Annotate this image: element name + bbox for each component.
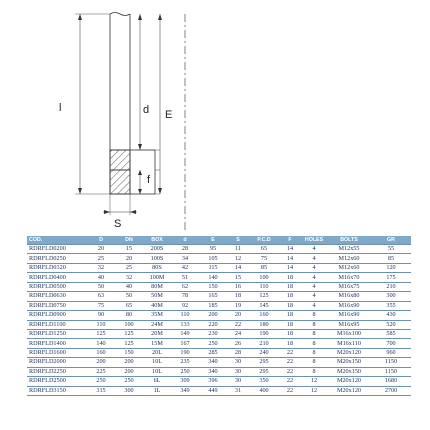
table-row <box>27 339 411 348</box>
table-header <box>27 236 411 245</box>
cell-col-DN: 32 <box>115 273 143 282</box>
table-body <box>27 245 411 396</box>
label-f: f <box>147 174 151 186</box>
table-row <box>27 273 411 282</box>
cell-col-S: 28 <box>227 348 249 357</box>
cell-col-S: 30 <box>227 367 249 376</box>
cell-col-box: 100S <box>143 254 171 263</box>
cell-col-gr: 520 <box>371 320 411 329</box>
cell-col-S: 19 <box>227 301 249 310</box>
cell-col-pcd: 85 <box>249 263 279 272</box>
cell-col-F: 18 <box>279 339 301 348</box>
cell-col-pcd: 295 <box>249 367 279 376</box>
cell-col-D: 160 <box>87 348 115 357</box>
cell-col-gr: 960 <box>371 348 411 357</box>
cell-col-D: 125 <box>87 329 115 338</box>
cell-col-pcd: 210 <box>249 339 279 348</box>
cell-col-box: 100M <box>143 273 171 282</box>
table-row <box>27 245 411 254</box>
cell-col-code: RDRFLD2000 <box>27 358 87 367</box>
header-col-bolts: BOLTS <box>327 236 371 245</box>
cell-col-F: 18 <box>279 311 301 320</box>
table-row <box>27 377 411 386</box>
cell-col-E: 150 <box>199 282 227 291</box>
cell-col-code: RDRFLD1600 <box>27 348 87 357</box>
cell-col-box: 1L <box>143 386 171 395</box>
cell-col-F: 22 <box>279 358 301 367</box>
header-col-gr: GR <box>371 236 411 245</box>
cell-col-S: 20 <box>227 311 249 320</box>
cell-col-box: 200S <box>143 245 171 254</box>
cell-col-E: 250 <box>199 339 227 348</box>
cell-col-DN: 200 <box>115 358 143 367</box>
table-row <box>27 386 411 395</box>
cell-col-F: 22 <box>279 348 301 357</box>
cell-col-D: 225 <box>87 367 115 376</box>
cell-col-code: RDRFLD0750 <box>27 301 87 310</box>
cell-col-holes: 4 <box>301 301 327 310</box>
cell-col-S: 11 <box>227 245 249 254</box>
cell-col-E: 115 <box>199 263 227 272</box>
cell-col-bolts: M20x120 <box>327 386 371 395</box>
header-col-d: d <box>171 236 199 245</box>
cell-col-F: 22 <box>279 377 301 386</box>
cell-col-bolts: M20x120 <box>327 348 371 357</box>
cell-col-holes: 8 <box>301 339 327 348</box>
table-row <box>27 367 411 376</box>
cell-col-D: 75 <box>87 301 115 310</box>
cell-col-box: 80S <box>143 263 171 272</box>
table-row <box>27 292 411 301</box>
cell-col-DN: 250 <box>115 377 143 386</box>
cell-col-box: 24M <box>143 320 171 329</box>
header-col-holes: HOLES <box>301 236 327 245</box>
cell-col-DN: 300 <box>115 386 143 395</box>
cell-col-gr: 1150 <box>371 367 411 376</box>
cell-col-E: 165 <box>199 292 227 301</box>
cell-col-box: 10L <box>143 358 171 367</box>
cell-col-holes: 4 <box>301 282 327 291</box>
cell-col-box: 6L <box>143 377 171 386</box>
cell-col-holes: 12 <box>301 377 327 386</box>
cell-col-code: RDRFLD0320 <box>27 263 87 272</box>
cell-col-d: 42 <box>171 263 199 272</box>
cell-col-pcd: 350 <box>249 377 279 386</box>
cell-col-S: 24 <box>227 329 249 338</box>
cell-col-D: 140 <box>87 339 115 348</box>
cell-col-F: 18 <box>279 273 301 282</box>
cell-col-D: 90 <box>87 311 115 320</box>
cell-col-gr: 210 <box>371 282 411 291</box>
label-E: E <box>165 109 173 121</box>
cell-col-code: RDRFLD0250 <box>27 254 87 263</box>
cell-col-bolts: M16x110 <box>327 339 371 348</box>
cell-col-D: 50 <box>87 282 115 291</box>
cell-col-bolts: M20x150 <box>327 367 371 376</box>
cell-col-S: 22 <box>227 320 249 329</box>
cell-col-d: 62 <box>171 282 199 291</box>
cell-col-E: 220 <box>199 320 227 329</box>
cell-col-D: 315 <box>87 386 115 395</box>
cell-col-pcd: 125 <box>249 292 279 301</box>
cell-col-S: 30 <box>227 377 249 386</box>
cell-col-DN: 50 <box>115 292 143 301</box>
cell-col-DN: 20 <box>115 254 143 263</box>
cell-col-gr: 585 <box>371 329 411 338</box>
cell-col-S: 15 <box>227 273 249 282</box>
cell-col-E: 230 <box>199 329 227 338</box>
cell-col-pcd: 75 <box>249 254 279 263</box>
cell-col-box: 15M <box>143 339 171 348</box>
cell-col-box: 10L <box>143 367 171 376</box>
cell-col-box: 80M <box>143 282 171 291</box>
cell-col-holes: 4 <box>301 245 327 254</box>
table-row <box>27 311 411 320</box>
cell-col-DN: 125 <box>115 329 143 338</box>
table-row <box>27 329 411 338</box>
table-row <box>27 348 411 357</box>
table-row <box>27 358 411 367</box>
label-S: S <box>114 218 122 230</box>
cell-col-bolts: M20x150 <box>327 358 371 367</box>
cell-col-code: RDRFLD3150 <box>27 386 87 395</box>
flange-ring-section <box>110 170 130 194</box>
cell-col-code: RDRFLD0200 <box>27 245 87 254</box>
cell-col-gr: 85 <box>371 254 411 263</box>
cell-col-DN: 65 <box>115 301 143 310</box>
cell-col-bolts: M16x90 <box>327 301 371 310</box>
cell-col-F: 14 <box>279 245 301 254</box>
cell-col-E: 140 <box>199 273 227 282</box>
cell-col-gr: 700 <box>371 339 411 348</box>
cell-col-F: 18 <box>279 320 301 329</box>
cell-col-d: 349 <box>171 386 199 395</box>
cell-col-pcd: 100 <box>249 273 279 282</box>
cell-col-d: 235 <box>171 358 199 367</box>
cell-col-D: 40 <box>87 273 115 282</box>
cell-col-holes: 8 <box>301 311 327 320</box>
cell-col-D: 250 <box>87 377 115 386</box>
table-row <box>27 254 411 263</box>
cell-col-holes: 8 <box>301 329 327 338</box>
label-l: l <box>59 102 62 114</box>
header-col-E: E <box>199 236 227 245</box>
cell-col-code: RDRFLD2500 <box>27 377 87 386</box>
pipe-wall-section <box>110 150 130 170</box>
cell-col-E: 185 <box>199 301 227 310</box>
cell-col-S: 18 <box>227 292 249 301</box>
cell-col-pcd: 190 <box>249 329 279 338</box>
cell-col-holes: 8 <box>301 348 327 357</box>
header-col-pcd: P.C.D <box>249 236 279 245</box>
cell-col-bolts: M20x120 <box>327 377 371 386</box>
header-col-code: COD. <box>27 236 87 245</box>
cell-col-DN: 40 <box>115 282 143 291</box>
cell-col-DN: 125 <box>115 339 143 348</box>
label-d: d <box>143 104 150 116</box>
cell-col-D: 63 <box>87 292 115 301</box>
cell-col-bolts: M12x60 <box>327 254 371 263</box>
cell-col-D: 20 <box>87 245 115 254</box>
cell-col-F: 14 <box>279 254 301 263</box>
cell-col-code: RDRFLD0630 <box>27 292 87 301</box>
table-row <box>27 320 411 329</box>
cell-col-F: 22 <box>279 386 301 395</box>
cell-col-box: 20M <box>143 329 171 338</box>
cell-col-box: 40M <box>143 301 171 310</box>
cell-col-pcd: 110 <box>249 282 279 291</box>
cell-col-d: 167 <box>171 339 199 348</box>
dimension-l <box>78 14 82 194</box>
cell-col-gr: 430 <box>371 311 411 320</box>
header-col-S: S <box>227 236 249 245</box>
cell-col-bolts: M16x80 <box>327 292 371 301</box>
dimension-f <box>138 170 142 194</box>
cell-col-d: 78 <box>171 292 199 301</box>
cell-col-S: 30 <box>227 358 249 367</box>
cell-col-d: 133 <box>171 320 199 329</box>
cell-col-pcd: 240 <box>249 348 279 357</box>
flange-spec-table <box>27 236 411 396</box>
cell-col-d: 250 <box>171 367 199 376</box>
cell-col-F: 18 <box>279 282 301 291</box>
cell-col-bolts: M16x70 <box>327 273 371 282</box>
table-row <box>27 282 411 291</box>
cell-col-bolts: M16x75 <box>327 282 371 291</box>
cell-col-box: 50M <box>143 292 171 301</box>
cell-col-code: RDRFLD0500 <box>27 282 87 291</box>
header-col-D: D <box>87 236 115 245</box>
cell-col-DN: 150 <box>115 348 143 357</box>
cell-col-bolts: M16x100 <box>327 329 371 338</box>
cell-col-F: 14 <box>279 263 301 272</box>
cell-col-pcd: 145 <box>249 301 279 310</box>
cell-col-code: RDRFLD0400 <box>27 273 87 282</box>
cell-col-gr: 355 <box>371 301 411 310</box>
cell-col-F: 18 <box>279 329 301 338</box>
cell-col-F: 18 <box>279 292 301 301</box>
cell-col-gr: 2700 <box>371 386 411 395</box>
cell-col-gr: 1680 <box>371 377 411 386</box>
cell-col-d: 190 <box>171 348 199 357</box>
cell-col-holes: 8 <box>301 367 327 376</box>
cell-col-bolts: M16x95 <box>327 320 371 329</box>
cell-col-F: 18 <box>279 301 301 310</box>
cell-col-holes: 4 <box>301 292 327 301</box>
cell-col-d: 51 <box>171 273 199 282</box>
cell-col-bolts: M12x60 <box>327 263 371 272</box>
cell-col-E: 200 <box>199 311 227 320</box>
cell-col-E: 285 <box>199 348 227 357</box>
cell-col-holes: 4 <box>301 254 327 263</box>
cell-col-holes: 8 <box>301 358 327 367</box>
cell-col-gr: 55 <box>371 245 411 254</box>
cell-col-code: RDRFLD1250 <box>27 329 87 338</box>
cell-col-S: 26 <box>227 339 249 348</box>
cell-col-holes: 12 <box>301 386 327 395</box>
cell-col-bolts: M16x90 <box>327 311 371 320</box>
dimension-d <box>138 14 142 150</box>
cell-col-pcd: 400 <box>249 386 279 395</box>
header-col-F: F <box>279 236 301 245</box>
cell-col-E: 340 <box>199 358 227 367</box>
cell-col-holes: 4 <box>301 273 327 282</box>
cell-col-code: RDRFLD1100 <box>27 320 87 329</box>
cell-col-D: 110 <box>87 320 115 329</box>
cell-col-E: 95 <box>199 245 227 254</box>
cell-col-S: 16 <box>227 282 249 291</box>
cell-col-gr: 1150 <box>371 358 411 367</box>
header-col-box: BOX <box>143 236 171 245</box>
cell-col-holes: 8 <box>301 320 327 329</box>
cell-col-DN: 80 <box>115 311 143 320</box>
cell-col-box: 35M <box>143 311 171 320</box>
cell-col-E: 340 <box>199 367 227 376</box>
cell-col-E: 105 <box>199 254 227 263</box>
cell-col-S: 14 <box>227 263 249 272</box>
dimension-S <box>103 210 137 214</box>
cell-col-d: 110 <box>171 311 199 320</box>
cell-col-DN: 25 <box>115 263 143 272</box>
cell-col-DN: 100 <box>115 320 143 329</box>
cell-col-D: 25 <box>87 254 115 263</box>
cell-col-d: 34 <box>171 254 199 263</box>
cell-col-DN: 15 <box>115 245 143 254</box>
cell-col-S: 12 <box>227 254 249 263</box>
cell-col-bolts: M12x55 <box>327 245 371 254</box>
cell-col-pcd: 180 <box>249 320 279 329</box>
cell-col-gr: 175 <box>371 273 411 282</box>
cell-col-E: 449 <box>199 386 227 395</box>
cell-col-box: 20L <box>143 348 171 357</box>
cell-col-DN: 200 <box>115 367 143 376</box>
cell-col-pcd: 295 <box>249 358 279 367</box>
table-row <box>27 301 411 310</box>
cell-col-F: 22 <box>279 367 301 376</box>
cell-col-E: 396 <box>199 377 227 386</box>
cell-col-gr: 300 <box>371 292 411 301</box>
cell-col-holes: 4 <box>301 263 327 272</box>
cell-col-d: 92 <box>171 301 199 310</box>
table-row <box>27 263 411 272</box>
cell-col-d: 28 <box>171 245 199 254</box>
cell-col-code: RDRFLD1400 <box>27 339 87 348</box>
cell-col-pcd: 65 <box>249 245 279 254</box>
cell-col-code: RDRFLD2250 <box>27 367 87 376</box>
cell-col-gr: 120 <box>371 263 411 272</box>
header-col-DN: DN <box>115 236 143 245</box>
cell-col-code: RDRFLD0900 <box>27 311 87 320</box>
cell-col-S: 31 <box>227 386 249 395</box>
cell-col-d: 309 <box>171 377 199 386</box>
dimension-E <box>158 14 162 194</box>
cell-col-D: 32 <box>87 263 115 272</box>
cell-col-d: 149 <box>171 329 199 338</box>
cell-col-pcd: 160 <box>249 311 279 320</box>
cell-col-D: 200 <box>87 358 115 367</box>
